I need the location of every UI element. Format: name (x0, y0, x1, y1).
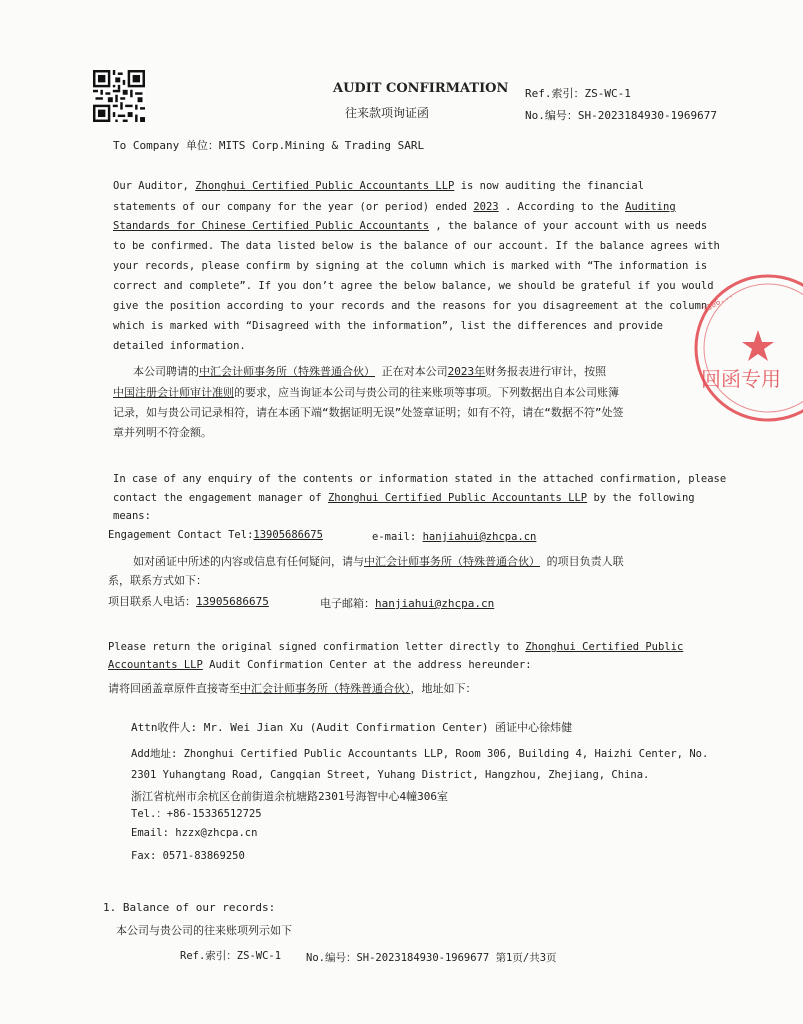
text: statements of our company for the year (or period) ended (113, 201, 474, 213)
text: 请将回函盖章原件直接寄至 (108, 682, 240, 695)
title-en: AUDIT CONFIRMATION (333, 81, 509, 96)
text: . According to the (498, 201, 626, 213)
cn-email-value: hanjiahui@zhcpa.cn (375, 597, 495, 610)
return-line-2 (108, 659, 532, 671)
standard-1: Auditing (625, 201, 676, 213)
intro-cn-line-1 (133, 363, 606, 379)
text: Our Auditor, (113, 180, 196, 192)
address-email: Email: hzzx@zhcpa.cn (131, 827, 258, 839)
company-seal (683, 268, 803, 428)
address-tel: Tel.：+86-15336512725 (131, 808, 262, 820)
tel-value: 13905686675 (253, 529, 323, 541)
intro-en-line-6: correct and complete”. If you don’t agree the below balance, we should be grateful if you would (113, 280, 714, 292)
cn-tel-value: 13905686675 (196, 595, 269, 608)
intro-en-line-5: your records, please confirm by signing at the column which is marked with “The information is (113, 260, 708, 272)
intro-en-line-4: to be confirmed. The data listed below is the balance of our account. If the balance agrees with (113, 240, 720, 252)
text: , the balance of your account with us needs (429, 220, 708, 232)
intro-en-line-3 (113, 220, 707, 232)
email-label: e-mail: (372, 531, 417, 543)
intro-cn-line-4: 章并列明不符金额。 (113, 426, 212, 439)
enquiry-line-2 (113, 492, 695, 504)
to-company-label: To Company 单位： (113, 139, 219, 152)
address-cn-line: 浙江省杭州市余杭区仓前街道余杭塘路2301号海智中心4幢306室 (131, 790, 448, 803)
return-line-1 (108, 641, 683, 653)
text: SH-2023184930-1969677 (356, 952, 490, 964)
cn-email-line (320, 595, 494, 611)
no-value: SH-2023184930-1969677 (577, 109, 717, 122)
text: by the following (587, 492, 695, 504)
text: contact the engagement manager of (113, 492, 328, 504)
enquiry-line-3: means: (113, 510, 151, 522)
ref-value: ZS-WC-1 (584, 87, 631, 100)
to-company-line (113, 137, 424, 153)
balance-heading: 1. Balance of our records: (103, 901, 276, 914)
text: ，地址如下： (410, 682, 477, 695)
text: 财务报表进行审计，按照 (485, 365, 607, 378)
auditor-name: Zhonghui Certified Public Accountants LLP (195, 180, 455, 192)
text: ZS-WC-1 (236, 950, 282, 962)
cn-tel-line (108, 593, 269, 609)
contact-email-line (372, 531, 536, 543)
enquiry-cn-line-1 (133, 553, 624, 569)
qr-code-icon (93, 70, 145, 122)
intro-en-line-1 (113, 180, 644, 192)
text: 电子邮箱： (320, 597, 375, 610)
ref-label: Ref.索引： (525, 87, 585, 100)
intro-en-line-7: give the position according to your records and the reasons for you disagreement at the column (113, 300, 708, 312)
text: 如对函证中所述的内容或信息有任何疑问，请与 (133, 555, 364, 568)
enquiry-cn-firm: 中汇会计师事务所（特殊普通合伙） (364, 555, 540, 568)
text: 的项目负责人联 (546, 555, 624, 568)
intro-en-line-2 (113, 201, 676, 213)
intro-en-line-9: detailed information. (113, 340, 246, 352)
text: 的要求，应当询证本公司与贵公司的往来账项等事项。下列数据出自本公司账簿 (234, 386, 619, 399)
year-value: 2023 (473, 201, 499, 213)
no-line (525, 107, 717, 123)
text: Ref.索引： (180, 950, 237, 962)
footer-no (306, 950, 557, 965)
intro-cn-line-2 (113, 384, 619, 400)
address-line-2: 2301 Yuhangtang Road, Cangqian Street, Yuhang District, Hangzhou, Zhejiang, China. (131, 769, 650, 781)
intro-cn-line-3: 记录，如与贵公司记录相符，请在本函下端“数据证明无误”处签章证明；如有不符，请在“数据不符”处签 (113, 406, 624, 419)
standard-2: Standards for Chinese Certified Public Accountants (113, 220, 430, 232)
no-label: No.编号： (525, 109, 578, 122)
intro-en-line-8: which is marked with “Disagreed with the information”, list the differences and provide (113, 320, 663, 332)
seal-text: 回函专用 (701, 367, 781, 391)
email-value: hanjiahui@zhcpa.cn (422, 531, 537, 543)
ref-line (525, 85, 631, 101)
footer-page: 第1页/共3页 (495, 952, 557, 964)
contact-tel-line (108, 529, 323, 541)
title-cn: 往来款项询证函 (345, 106, 430, 120)
enquiry-firm: Zhonghui Certified Public Accountants LLP (327, 492, 588, 504)
address-line-1: Add地址: Zhonghui Certified Public Accountants LLP, Room 306, Building 4, Haizhi Center, No. (131, 748, 709, 760)
text: is now auditing the financial (454, 180, 645, 192)
enquiry-line-1: In case of any enquiry of the contents or information stated in the attached confirmation, please (113, 473, 727, 485)
return-firm-2: Accountants LLP (108, 659, 203, 671)
text: 本公司聘请的 (133, 365, 199, 378)
tel-label: Engagement Contact Tel: (108, 529, 254, 541)
text: Please return the original signed confirmation letter directly to (108, 641, 526, 653)
text: Audit Confirmation Center at the address hereunder: (202, 659, 532, 671)
footer-ref (180, 948, 281, 963)
cn-firm: 中汇会计师事务所（特殊普通合伙） (199, 365, 375, 378)
cn-year: 2023年 (447, 365, 486, 378)
seal-code: 3306... (700, 290, 735, 315)
attn-line: Attn收件人: Mr. Wei Jian Xu (Audit Confirmation Center) 函证中心徐炜健 (131, 721, 573, 734)
to-company-value: MITS Corp.Mining & Trading SARL (218, 139, 425, 152)
text: 正在对本公司 (381, 365, 448, 378)
return-cn-line (108, 680, 477, 696)
return-cn-firm: 中汇会计师事务所（特殊普通合伙） (240, 682, 411, 695)
balance-heading-cn: 本公司与贵公司的往来账项列示如下 (116, 924, 292, 937)
cn-standard: 中国注册会计师审计准则 (113, 386, 234, 399)
address-fax: Fax: 0571-83869250 (131, 850, 245, 862)
return-firm-1: Zhonghui Certified Public (525, 641, 684, 653)
text: 项目联系人电话： (108, 595, 196, 608)
enquiry-cn-line-2: 系，联系方式如下： (108, 574, 207, 587)
text: No.编号： (306, 952, 357, 964)
